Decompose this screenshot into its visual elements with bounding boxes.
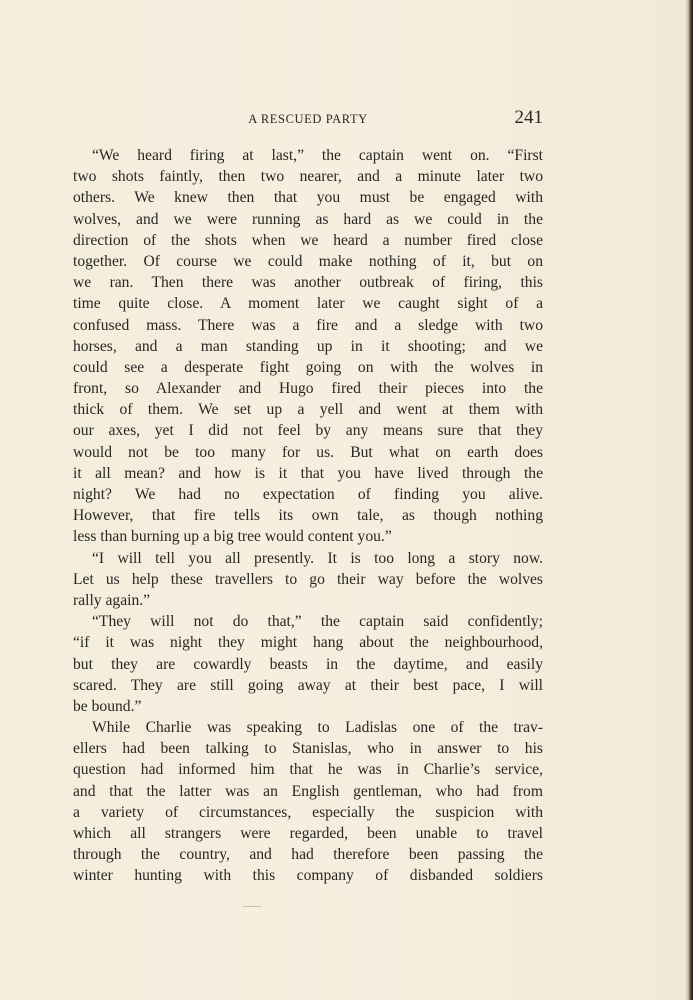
text-line: would not be too many for us. But what on earth does bbox=[73, 443, 543, 461]
text-line: be bound.” bbox=[73, 697, 142, 715]
text-line: others. We knew then that you must be engaged with bbox=[73, 189, 543, 207]
text-line: together. Of course we could make nothing of it, but on bbox=[73, 252, 543, 270]
text-line: “We heard firing at last,” the captain went on. “First bbox=[92, 147, 543, 164]
text-line: less than burning up a big tree would content you.” bbox=[73, 528, 392, 546]
running-title: A RESCUED PARTY bbox=[248, 112, 368, 126]
text-line: thick of them. We set up a yell and went at them with bbox=[73, 401, 543, 419]
text-line: night? We had no expectation of finding you alive. bbox=[73, 486, 543, 503]
text-line: time quite close. A moment later we caught sight of a bbox=[73, 295, 543, 313]
text-line: but they are cowardly beasts in the daytime, and easily bbox=[73, 655, 543, 673]
text-line: front, so Alexander and Hugo fired their pieces into the bbox=[73, 380, 543, 398]
text-line: two shots faintly, then two nearer, and a minute later two bbox=[73, 168, 543, 186]
text-line: which all strangers were regarded, been unable to travel bbox=[73, 825, 543, 842]
page-edge-shadow bbox=[685, 0, 693, 1000]
text-line: question had informed him that he was in Charlie’s service, bbox=[73, 761, 543, 779]
text-line: direction of the shots when we heard a number fired close bbox=[73, 231, 543, 249]
text-line: wolves, and we were running as hard as we could in the bbox=[73, 210, 543, 228]
text-line: Let us help these travellers to go their way before the wolves bbox=[73, 570, 543, 588]
page-number: 241 bbox=[514, 107, 543, 128]
body-text bbox=[73, 145, 543, 887]
text-line: and that the latter was an English gentleman, who had from bbox=[73, 782, 543, 800]
text-line: our axes, yet I did not feel by any means sure that they bbox=[73, 422, 543, 440]
text-line: it all mean? and how is it that you have lived through the bbox=[73, 464, 543, 482]
text-line: winter hunting with this company of disbanded soldiers bbox=[73, 867, 543, 885]
text-line: “I will tell you all presently. It is too long a story now. bbox=[92, 549, 543, 567]
text-line: rally again.” bbox=[73, 591, 151, 609]
text-line: could see a desperate fight going on with the wolves in bbox=[73, 358, 543, 376]
text-line: through the country, and had therefore been passing the bbox=[73, 846, 543, 864]
page-header bbox=[73, 106, 543, 134]
text-line: a variety of circumstances, especially the suspicion with bbox=[73, 803, 543, 821]
text-line: “They will not do that,” the captain said confidently; bbox=[92, 613, 543, 631]
text-line: confused mass. There was a fire and a sledge with two bbox=[73, 316, 543, 334]
text-line: While Charlie was speaking to Ladislas one of the trav- bbox=[92, 719, 543, 737]
text-line: we ran. Then there was another outbreak of firing, this bbox=[73, 274, 543, 292]
text-line: scared. They are still going away at their best pace, I will bbox=[73, 676, 543, 694]
text-line: “if it was night they might hang about the neighbourhood, bbox=[73, 634, 543, 652]
text-line: However, that fire tells its own tale, as though nothing bbox=[73, 507, 543, 525]
footer-rule bbox=[243, 906, 261, 907]
text-line: ellers had been talking to Stanislas, who in answer to his bbox=[73, 740, 543, 758]
text-line: horses, and a man standing up in it shooting; and we bbox=[73, 337, 543, 355]
